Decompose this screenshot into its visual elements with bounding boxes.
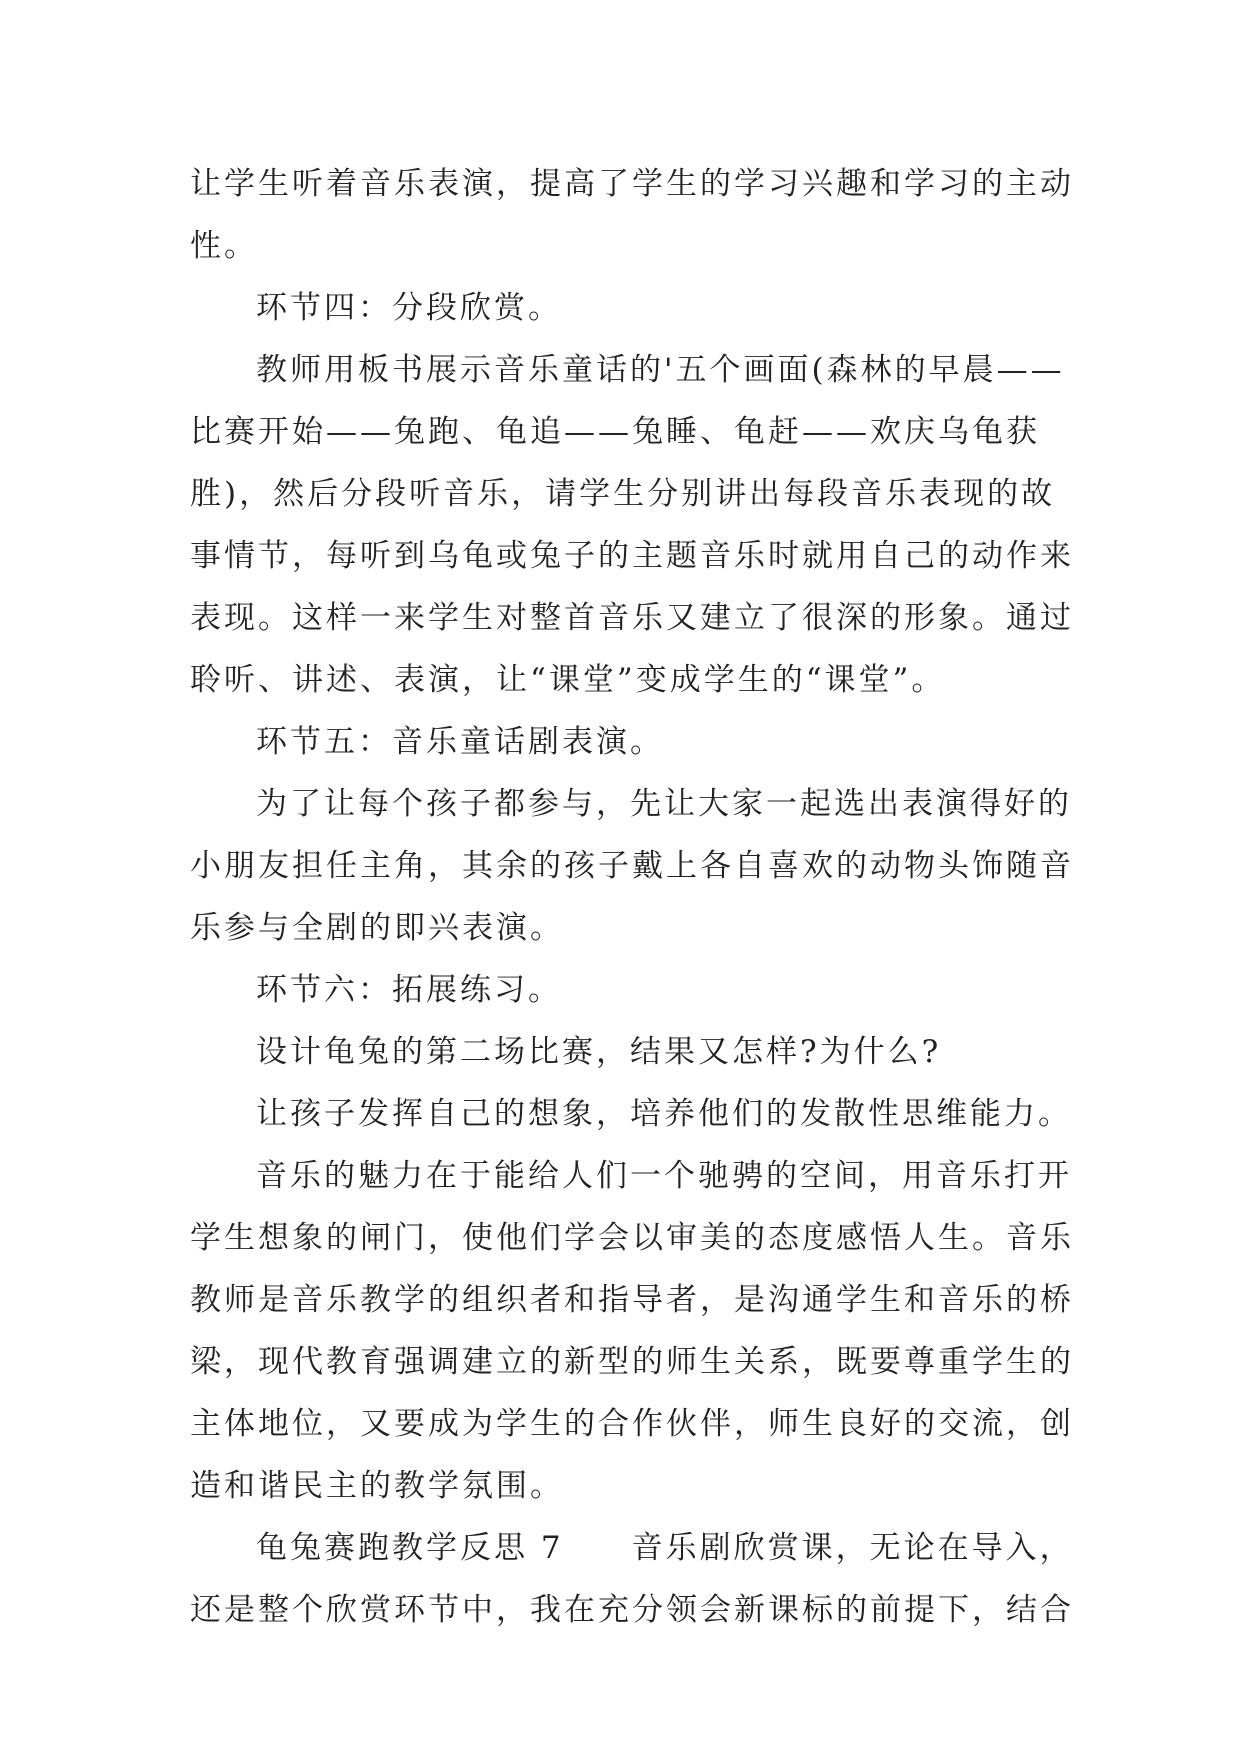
text-line: 性。	[190, 228, 258, 264]
text-line: 让孩子发挥自己的想象，培养他们的发散性思维能力。	[256, 1096, 1072, 1132]
text-line: 还是整个欣赏环节中，我在充分领会新课标的前提下，结合	[190, 1592, 1074, 1628]
text-line: 梁，现代教育强调建立的新型的师生关系，既要尊重学生的	[190, 1344, 1074, 1380]
text-line: 环节五：音乐童话剧表演。	[256, 724, 664, 760]
text-line: 音乐的魅力在于能给人们一个驰骋的空间，用音乐打开	[256, 1158, 1072, 1194]
text-line: 小朋友担任主角，其余的孩子戴上各自喜欢的动物头饰随音	[190, 848, 1074, 884]
text-line: 造和谐民主的教学氛围。	[190, 1468, 564, 1504]
text-line: 比赛开始——兔跑、龟追——兔睡、龟赶——欢庆乌龟获	[190, 414, 1040, 450]
text-line: 教师是音乐教学的组织者和指导者，是沟通学生和音乐的桥	[190, 1282, 1074, 1318]
text-line: 让学生听着音乐表演，提高了学生的学习兴趣和学习的主动	[190, 166, 1074, 202]
text-line: 为了让每个孩子都参与，先让大家一起选出表演得好的	[256, 786, 1072, 822]
text-line: 乐参与全剧的即兴表演。	[190, 910, 564, 946]
text-line: 教师用板书展示音乐童话的'五个画面(森林的早晨——	[256, 352, 1065, 388]
text-line: 环节四：分段欣赏。	[256, 290, 562, 326]
text-line: 学生想象的闸门，使他们学会以审美的态度感悟人生。音乐	[190, 1220, 1074, 1256]
text-line: 主体地位，又要成为学生的合作伙伴，师生良好的交流，创	[190, 1406, 1074, 1442]
text-line: 事情节，每听到乌龟或兔子的主题音乐时就用自己的动作来	[190, 538, 1074, 574]
text-line: 设计龟兔的第二场比赛，结果又怎样?为什么?	[256, 1034, 942, 1070]
text-line: 胜)，然后分段听音乐，请学生分别讲出每段音乐表现的故	[190, 476, 1056, 512]
text-line: 环节六：拓展练习。	[256, 972, 562, 1008]
text-line: 聆听、讲述、表演，让“课堂”变成学生的“课堂”。	[190, 662, 946, 698]
text-line: 龟兔赛跑教学反思 7 音乐剧欣赏课，无论在导入，	[256, 1530, 1074, 1566]
text-line: 表现。这样一来学生对整首音乐又建立了很深的形象。通过	[190, 600, 1074, 636]
